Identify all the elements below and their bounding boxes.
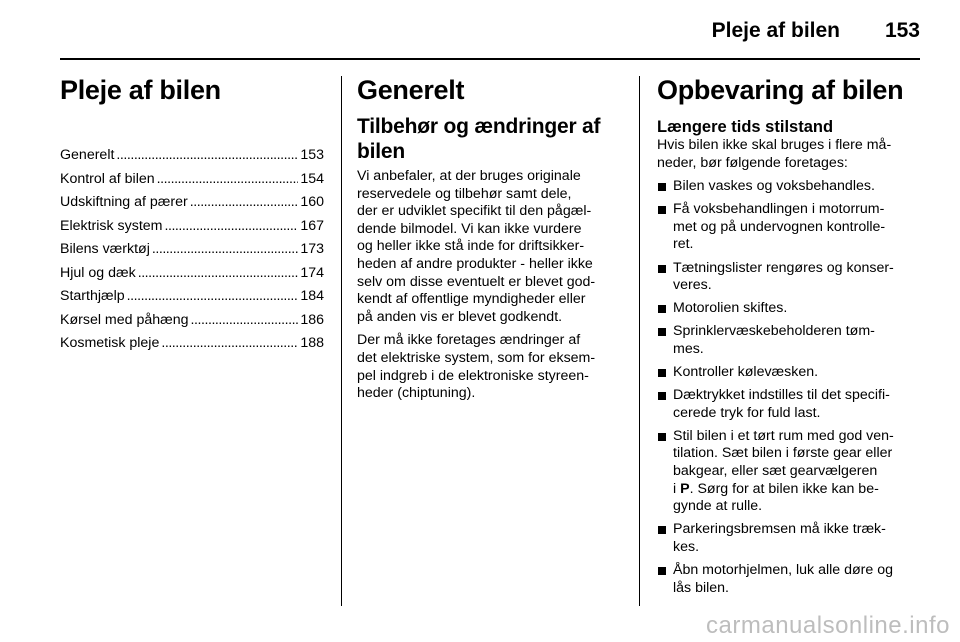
page-number: 153 xyxy=(884,19,920,42)
gear-position-p: P xyxy=(680,480,690,497)
text-line: lås bilen. xyxy=(673,579,729,596)
text-line: met og på undervognen kontrolle- xyxy=(673,218,886,235)
checklist-item xyxy=(657,364,921,382)
text-line: neder, bør følgende foretages: xyxy=(657,154,848,171)
text-line: bakgear, eller sæt gearvælgeren xyxy=(673,463,878,479)
toc-entry-label: Generelt xyxy=(60,147,115,163)
text-line: der er udviklet specifikt til den pågæl- xyxy=(357,203,592,220)
checklist-item xyxy=(657,521,921,556)
toc-leader-dots xyxy=(152,238,298,262)
text-line: Tætningslister rengøres og konser- xyxy=(673,259,894,276)
toc-entry-label: Bilens værktøj xyxy=(60,241,150,257)
toc-entry[interactable] xyxy=(60,332,324,356)
toc-entry[interactable] xyxy=(60,168,324,192)
checklist-item xyxy=(657,323,921,358)
header-rule xyxy=(60,58,920,60)
watermark: carmanualsonline.info xyxy=(706,612,950,639)
text-line: Få voksbehandlingen i motorrum- xyxy=(673,201,885,218)
text-line: Vi anbefaler, at der bruges originale xyxy=(357,168,581,184)
subsection-title-line2: bilen xyxy=(357,140,406,163)
text-line: Hvis bilen ikke skal bruges i flere må- xyxy=(657,137,892,153)
toc-entry-page: 184 xyxy=(300,288,324,304)
text-line: kendt af offentlige myndigheder eller xyxy=(357,291,586,308)
toc-leader-dots xyxy=(190,191,299,215)
section-title-generelt: Generelt xyxy=(357,75,465,105)
bullet-square-icon xyxy=(658,369,666,377)
running-header-title: Pleje af bilen xyxy=(711,19,840,42)
bullet-square-icon xyxy=(658,567,666,575)
body-paragraph xyxy=(357,332,623,402)
toc-entry-label: Hjul og dæk xyxy=(60,264,136,281)
subsection-title-stilstand: Længere tids stilstand xyxy=(657,118,834,136)
chapter-column xyxy=(60,70,324,356)
toc-entry-page: 160 xyxy=(300,194,324,210)
text-line: heder (chiptuning). xyxy=(357,385,476,402)
text-line: ret. xyxy=(673,236,694,253)
bullet-square-icon xyxy=(658,433,666,441)
bullet-square-icon xyxy=(658,392,666,400)
table-of-contents xyxy=(60,144,324,356)
text-line: Bilen vaskes og voksbehandles. xyxy=(673,178,875,195)
checklist-item xyxy=(657,260,921,295)
bullet-square-icon xyxy=(658,206,666,214)
checklist-item xyxy=(657,428,921,516)
toc-entry-label: Elektrisk system xyxy=(60,217,163,234)
text-line: og heller ikke stå inde for driftsikker- xyxy=(357,238,585,255)
toc-entry[interactable] xyxy=(60,238,324,262)
text-line: på anden vis er blevet godkendt. xyxy=(357,308,563,325)
text-line: cerede tryk for fuld last. xyxy=(673,404,821,421)
bullet-square-icon xyxy=(658,328,666,336)
toc-leader-dots xyxy=(161,332,298,356)
toc-entry-page: 186 xyxy=(300,311,324,328)
toc-entry-label: Starthjælp xyxy=(60,288,125,304)
section-title-opbevaring: Opbevaring af bilen xyxy=(657,75,904,105)
chapter-title: Pleje af bilen xyxy=(60,75,221,105)
column-divider-2 xyxy=(639,76,640,606)
toc-leader-dots xyxy=(191,309,299,333)
toc-entry-page: 167 xyxy=(300,217,324,234)
text-line: i xyxy=(673,480,681,497)
toc-entry[interactable] xyxy=(60,285,324,309)
text-line: Stil bilen i et tørt rum med god ven- xyxy=(673,427,894,444)
text-line: dende bilmodel. Vi kan ikke vurdere xyxy=(357,220,582,237)
bullet-square-icon xyxy=(658,305,666,313)
text-line: gynde at rulle. xyxy=(673,498,763,515)
text-line: veres. xyxy=(673,277,712,294)
text-line: Motorolien skiftes. xyxy=(673,300,788,317)
text-line: Der må ikke foretages ændringer af xyxy=(357,332,581,349)
storage-intro xyxy=(657,137,921,172)
text-line: Kontroller kølevæsken. xyxy=(673,364,819,381)
body-paragraph xyxy=(357,168,623,326)
toc-leader-dots xyxy=(157,168,299,192)
toc-entry-page: 174 xyxy=(300,264,324,281)
toc-entry-label: Kørsel med påhæng xyxy=(60,311,189,328)
text-line: . Sørg for at bilen ikke kan be- xyxy=(689,480,879,497)
text-line: Åbn motorhjelmen, luk alle døre og xyxy=(673,561,894,578)
checklist-item xyxy=(657,300,921,318)
general-body xyxy=(357,168,623,403)
checklist-item xyxy=(657,387,921,422)
bullet-square-icon xyxy=(658,183,666,191)
subsection-title-tilbehoer xyxy=(357,114,623,164)
bullet-square-icon xyxy=(658,265,666,273)
text-line: Dæktrykket indstilles til det specifi- xyxy=(673,387,890,404)
subsection-title-line1: Tilbehør og ændringer af xyxy=(357,115,601,138)
toc-leader-dots xyxy=(138,262,299,286)
toc-entry-page: 188 xyxy=(300,335,324,351)
text-line: Sprinklervæskebeholderen tøm- xyxy=(673,323,875,340)
text-line: pel indgreb i de elektroniske styreen- xyxy=(357,367,589,384)
toc-entry-page: 173 xyxy=(300,241,324,257)
checklist-item xyxy=(657,178,921,196)
checklist-item xyxy=(657,201,921,254)
checklist-item xyxy=(657,562,921,597)
toc-entry[interactable] xyxy=(60,309,324,333)
toc-leader-dots xyxy=(116,144,298,168)
toc-entry-label: Udskiftning af pærer xyxy=(60,194,188,210)
toc-leader-dots xyxy=(164,215,298,239)
text-line: heden af andre produkter - heller ikke xyxy=(357,255,593,272)
toc-entry[interactable] xyxy=(60,191,324,215)
text-line: reservedele og tilbehør samt dele, xyxy=(357,185,572,202)
storage-column xyxy=(657,70,921,603)
general-column xyxy=(357,70,623,409)
storage-checklist xyxy=(657,178,921,597)
toc-entry-page: 154 xyxy=(300,170,324,187)
text-line: det elektriske system, som for eksem- xyxy=(357,349,596,366)
text-line: selv om disse eventuelt er blevet god- xyxy=(357,273,596,290)
toc-entry-label: Kontrol af bilen xyxy=(60,170,155,187)
column-divider-1 xyxy=(341,76,342,606)
toc-leader-dots xyxy=(127,285,299,309)
toc-entry[interactable] xyxy=(60,215,324,239)
text-line: kes. xyxy=(673,538,700,555)
text-line: mes. xyxy=(673,340,704,357)
text-line: Parkeringsbremsen må ikke træk- xyxy=(673,521,886,538)
bullet-square-icon xyxy=(658,526,666,534)
text-line: tilation. Sæt bilen i første gear eller xyxy=(673,445,893,462)
toc-entry-page: 153 xyxy=(300,147,324,163)
toc-entry[interactable] xyxy=(60,262,324,286)
toc-entry-label: Kosmetisk pleje xyxy=(60,335,160,351)
toc-entry[interactable] xyxy=(60,144,324,168)
